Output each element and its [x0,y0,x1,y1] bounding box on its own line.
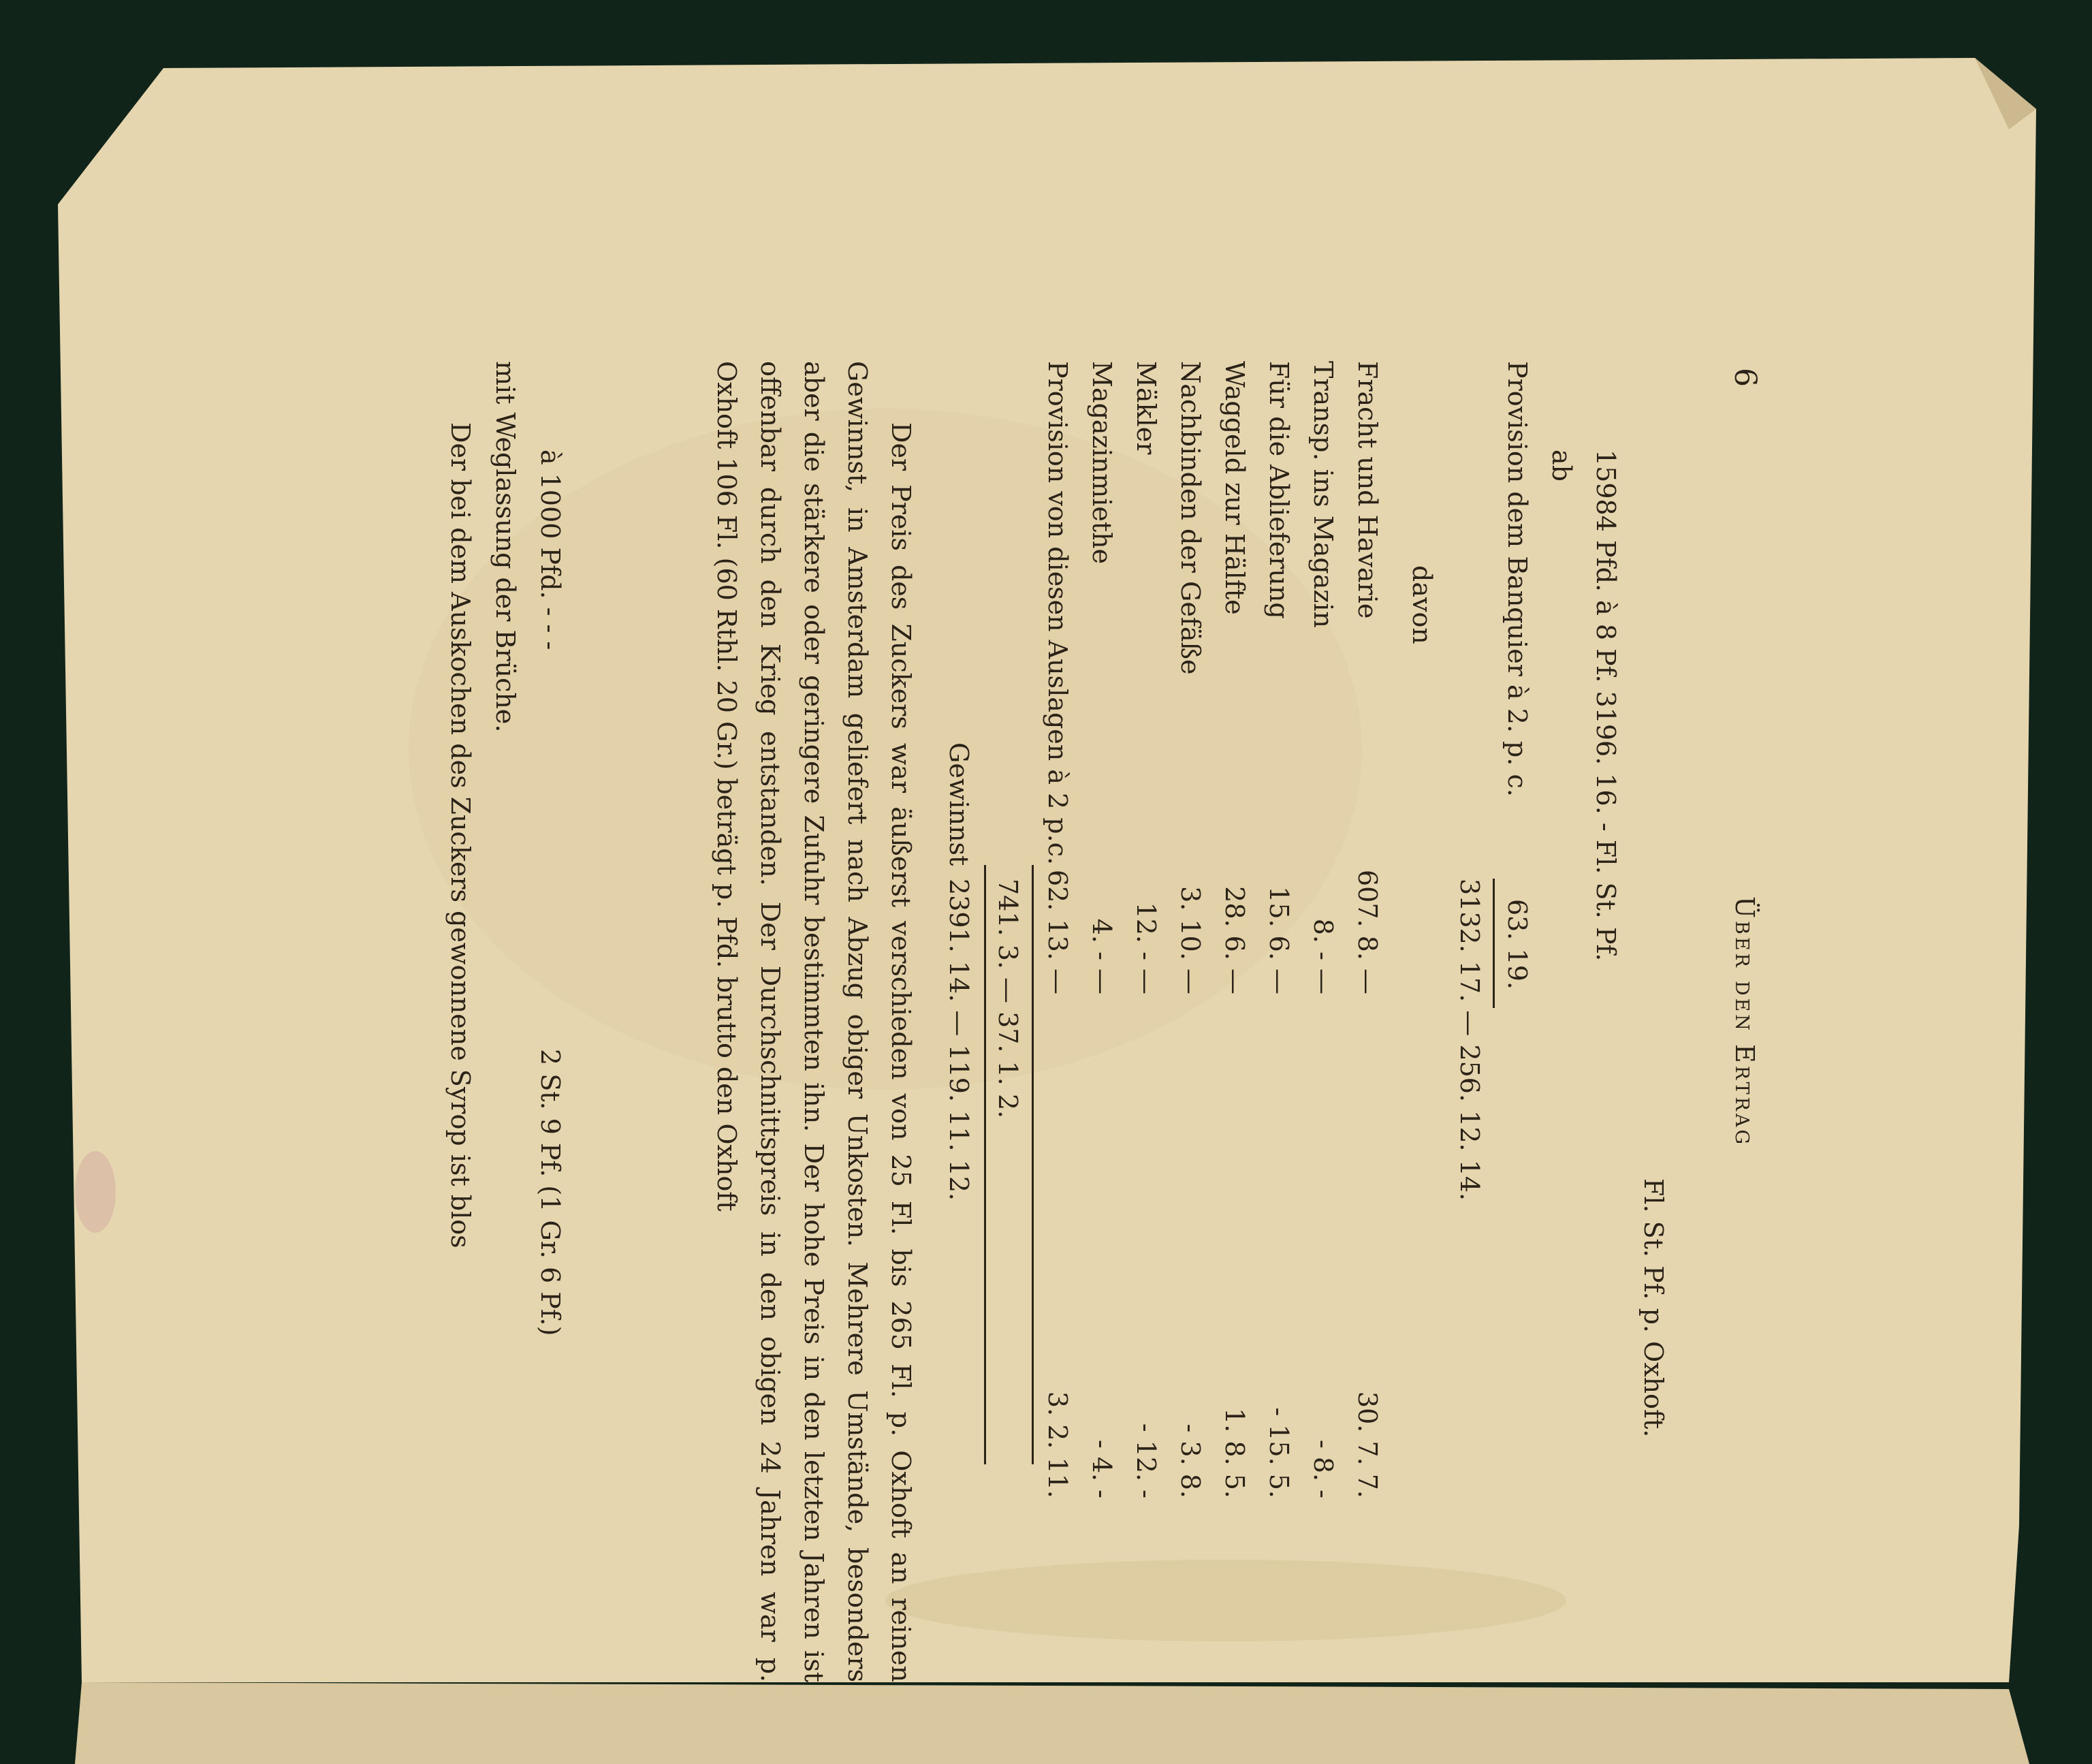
provision-label: Provision dem Banquier à 2. p. c. [1502,361,1532,797]
cost-item-row [1169,361,1212,1682]
units-header-row [1632,361,1675,1682]
provision-rule [1493,879,1495,1008]
cost-item-row [1124,361,1168,1682]
lower-page [75,1682,2029,1764]
paragraph-price [705,361,923,1682]
cost-item-label: Provision von diesen Auslagen à 2 p.c. [1043,361,1073,866]
cost-item-amount: 607. 8. — [1352,869,1382,994]
gross-line: 15984 Pfd. à 8 Pf. 3196. 16. - Fl. St. Pf. [1591,450,1621,962]
page-header [1723,361,1771,1682]
costs-total: 741. 3. — 37. 1. 2. [993,879,1023,1119]
cost-item-per-oxhoft: 30. 7. 7. [1352,1391,1382,1498]
cost-item-row [1080,361,1124,1682]
cost-item-amount: 4. - — [1087,918,1117,994]
davon-row [1400,361,1444,1682]
cost-item-row [1346,361,1389,1682]
page-text-block [422,361,1771,1682]
cost-item-row [1257,361,1301,1682]
running-head: Über den Ertrag [1730,896,1760,1148]
cost-item-per-oxhoft: 1. 8. 5. [1220,1408,1250,1498]
page-number: 6 [1728,368,1762,387]
ab-row [1540,361,1583,1682]
cost-item-label: Mäkler [1131,361,1161,455]
cost-item-label: Nachbinden der Gefäße [1175,361,1205,675]
cost-item-label: Waggeld zur Hälfte [1220,361,1250,615]
profit-label: Gewinnst [944,742,974,866]
cost-item-per-oxhoft: - 3. 8. [1175,1423,1205,1498]
units-header: Fl. St. Pf. p. Oxhoft. [1638,1178,1668,1438]
cost-item-row [1036,361,1079,1682]
cost-item-amount: 15. 6. — [1264,886,1294,994]
profit-value: 2391. 14. — 119. 11. 12. [944,879,974,1201]
paragraph-end-text: mit Weglassung der Brüche. [490,361,520,733]
paragraph-text: Der Preis des Zuckers war äußerst verschieden von 25 Fl. bis 265 Fl. p. Oxhoft an reinen Gewinnst, in Amsterdam geliefert nach Abzug obiger Unkosten. Mehrere Umstände, besonders aber die stärkere oder geringere Zufuhr bestimmten ihn. Der hohe Preis in den letzten Jahren ist offenbar durch den Krieg entstanden. Der Durchschnittspreis in den obigen 24 Jahren war p. Oxhoft 106 Fl. (60 Rthl. 20 Gr.) beträgt p. Pfd. brutto den Oxhoft [712,361,916,1682]
provision-row [1495,361,1539,1682]
subtotal: 3132. 17. — 256. 12. 14. [1455,879,1485,1201]
cost-item-per-oxhoft: - 15. 5. [1264,1407,1294,1498]
cost-item-per-oxhoft: 3. 2. 11. [1043,1391,1073,1498]
cost-item-amount: 12. - — [1131,902,1161,994]
cost-item-amount: 28. 6. — [1220,886,1250,994]
profit-row [937,361,981,1682]
price-line-value: 2 St. 9 Pf. (1 Gr. 6 Pf.) [535,1049,565,1336]
cost-item-label: Für die Ablieferung [1264,361,1294,619]
davon-label: davon [1407,565,1437,644]
cost-item-per-oxhoft: - 4. - [1087,1439,1117,1498]
cost-item-amount: 3. 10. — [1175,886,1205,994]
costs-total-rule [984,865,986,1464]
cost-item-amount: 62. 13. — [1043,869,1073,994]
cost-item-per-oxhoft: - 8. - [1308,1439,1338,1498]
paragraph-end-line [484,361,527,1682]
costs-total-row [986,361,1030,1682]
subtotal-row [1448,361,1491,1682]
cost-item-label: Magazinmiethe [1087,361,1117,565]
provision-value: 63. 19. [1502,899,1532,990]
price-line-label: à 1000 Pfd. - - - [535,450,565,650]
cost-item-label: Transp. ins Magazin [1308,361,1338,629]
cost-item-label: Fracht und Havarie [1352,361,1382,619]
cost-item-per-oxhoft: - 12. - [1131,1423,1161,1498]
gross-row [1584,361,1628,1682]
costs-rule [1032,865,1034,1464]
cost-item-row [1301,361,1345,1682]
cost-item-amount: 8. - — [1308,918,1338,994]
paragraph2-text: Der bei dem Auskochen des Zuckers gewonnene Syrop ist blos [445,422,475,1248]
cost-item-row [1213,361,1256,1682]
ab-label: ab [1547,450,1576,482]
